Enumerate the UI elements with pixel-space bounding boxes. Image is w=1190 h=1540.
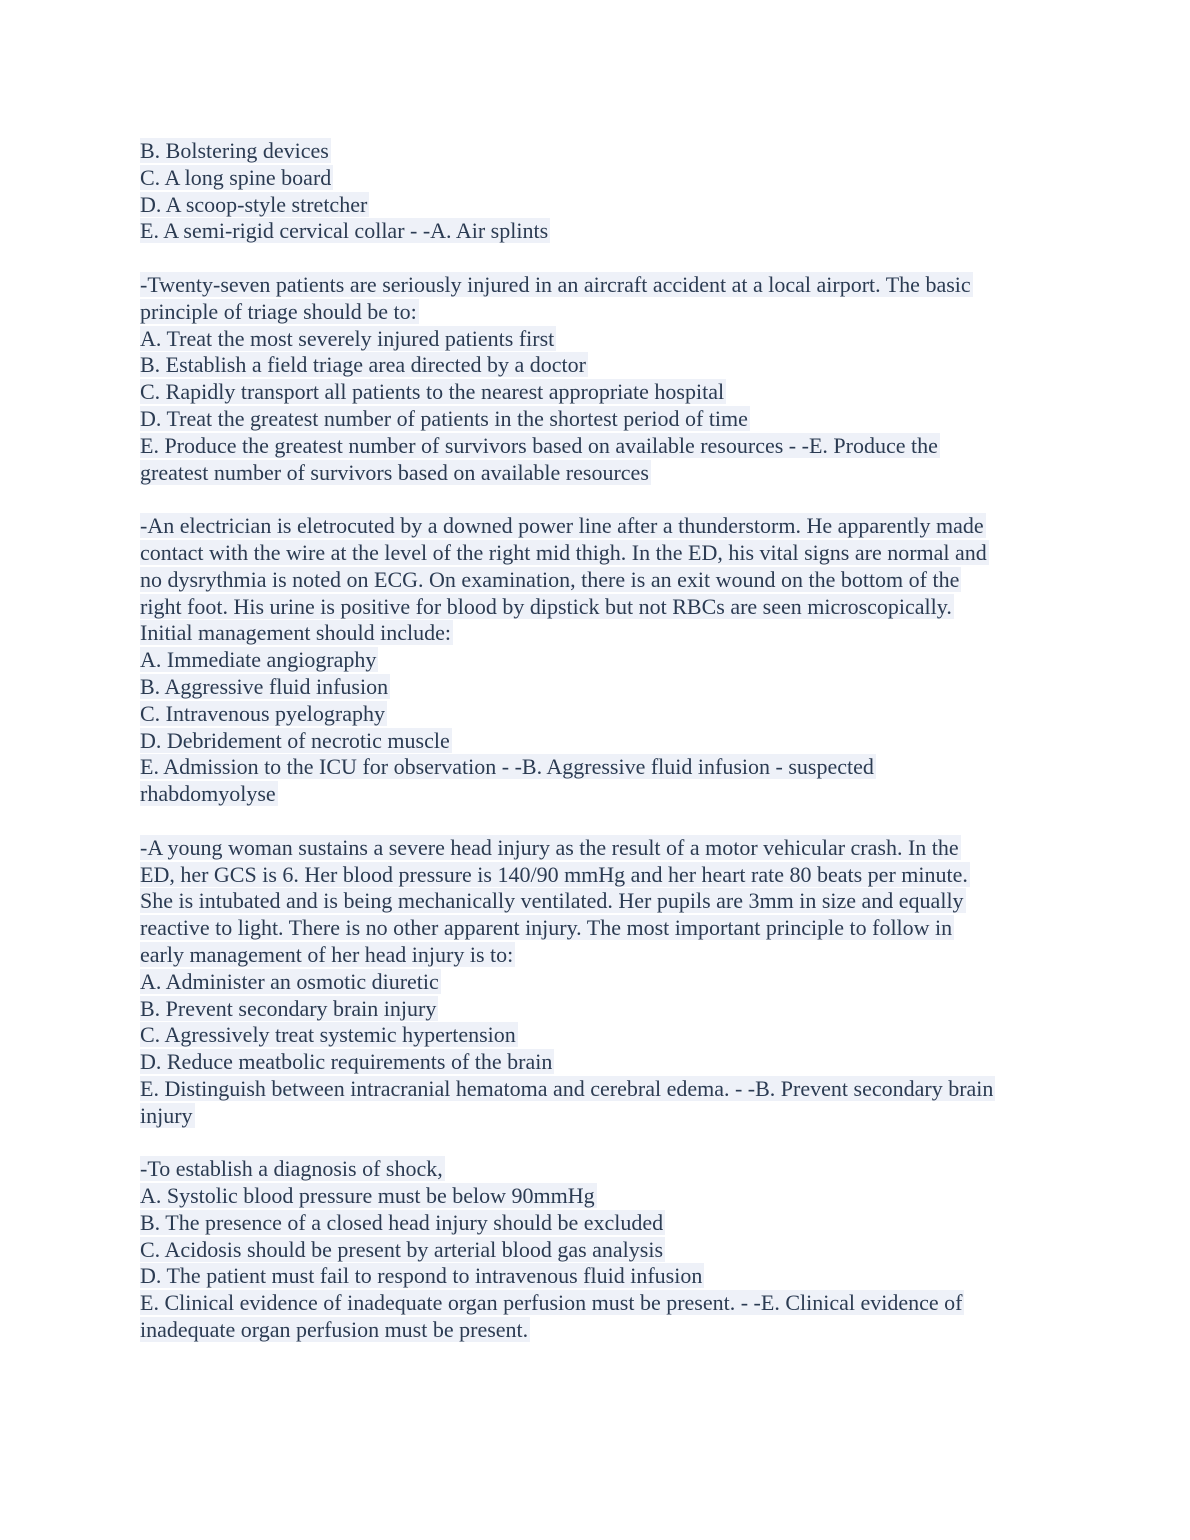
answer-option-b: B. The presence of a closed head injury should be excluded [140,1209,664,1235]
question-text: reactive to light. There is no other apparent injury. The most important principle to follow in [140,915,953,941]
answer-option-a: A. Immediate angiography [140,647,377,673]
answer-option-c: C. Agressively treat systemic hypertension [140,1022,516,1048]
answer-option-a: A. Systolic blood pressure must be below 90mmHg [140,1183,595,1209]
answer-option-a: A. Treat the most severely injured patients first [140,325,555,351]
question-block-spine-immobilization [140,138,1050,245]
question-text: -A young woman sustains a severe head injury as the result of a motor vehicular crash. In the [140,834,959,860]
answer-option-b: B. Aggressive fluid infusion [140,673,389,699]
question-text: principle of triage should be to: [140,298,417,324]
question-text: right foot. His urine is positive for blood by dipstick but not RBCs are seen microscopically. [140,593,952,619]
answer-option-b: B. Establish a field triage area directed by a doctor [140,352,586,378]
answer-option-b: B. Prevent secondary brain injury [140,995,437,1021]
answer-option-d: D. Treat the greatest number of patients in the shortest period of time [140,405,748,431]
question-text: no dysrythmia is noted on ECG. On examination, there is an exit wound on the bottom of the [140,566,960,592]
answer-option-e-with-answer: E. Clinical evidence of inadequate organ perfusion must be present. - -E. Clinical evidence of [140,1290,963,1316]
answer-option-a: A. Administer an osmotic diuretic [140,968,439,994]
answer-option-d: D. Reduce meatbolic requirements of the brain [140,1049,553,1075]
question-text: -To establish a diagnosis of shock, [140,1156,443,1182]
answer-option-d: D. A scoop-style stretcher [140,191,368,217]
answer-option-d: D. The patient must fail to respond to intravenous fluid infusion [140,1263,703,1289]
answer-option-c: C. Acidosis should be present by arterial blood gas analysis [140,1236,664,1262]
answer-option-e-with-answer: E. Distinguish between intracranial hematoma and cerebral edema. - -B. Prevent secondary brain [140,1075,994,1101]
answer-option-e-with-answer: E. Admission to the ICU for observation - -B. Aggressive fluid infusion - suspected [140,754,874,780]
question-text: -Twenty-seven patients are seriously injured in an aircraft accident at a local airport. The basic [140,271,971,297]
question-text: early management of her head injury is to: [140,941,514,967]
answer-text: inadequate organ perfusion must be present. [140,1317,529,1343]
answer-text: greatest number of survivors based on available resources [140,459,649,485]
answer-option-c: C. Rapidly transport all patients to the nearest appropriate hospital [140,379,725,405]
question-block-head-injury [140,835,1050,1130]
document-page [140,138,1050,1371]
answer-text: rhabdomyolyse [140,781,276,807]
question-block-triage [140,272,1050,486]
question-text: Initial management should include: [140,620,451,646]
question-text: ED, her GCS is 6. Her blood pressure is 140/90 mmHg and her heart rate 80 beats per minute. [140,861,968,887]
answer-option-e-with-answer: E. Produce the greatest number of survivors based on available resources - -E. Produce the [140,432,938,458]
question-text: -An electrician is eletrocuted by a downed power line after a thunderstorm. He apparently made [140,513,984,539]
question-block-electrocution [140,513,1050,808]
answer-option-e-with-answer: E. A semi-rigid cervical collar - -A. Air splints [140,218,549,244]
question-block-shock [140,1156,1050,1344]
question-text: contact with the wire at the level of the right mid thigh. In the ED, his vital signs are normal and [140,539,987,565]
answer-option-c: C. Intravenous pyelography [140,700,385,726]
answer-option-c: C. A long spine board [140,164,332,190]
answer-option-d: D. Debridement of necrotic muscle [140,727,450,753]
answer-text: injury [140,1102,193,1128]
question-text: She is intubated and is being mechanically ventilated. Her pupils are 3mm in size and equally [140,888,964,914]
answer-option-b: B. Bolstering devices [140,138,329,163]
